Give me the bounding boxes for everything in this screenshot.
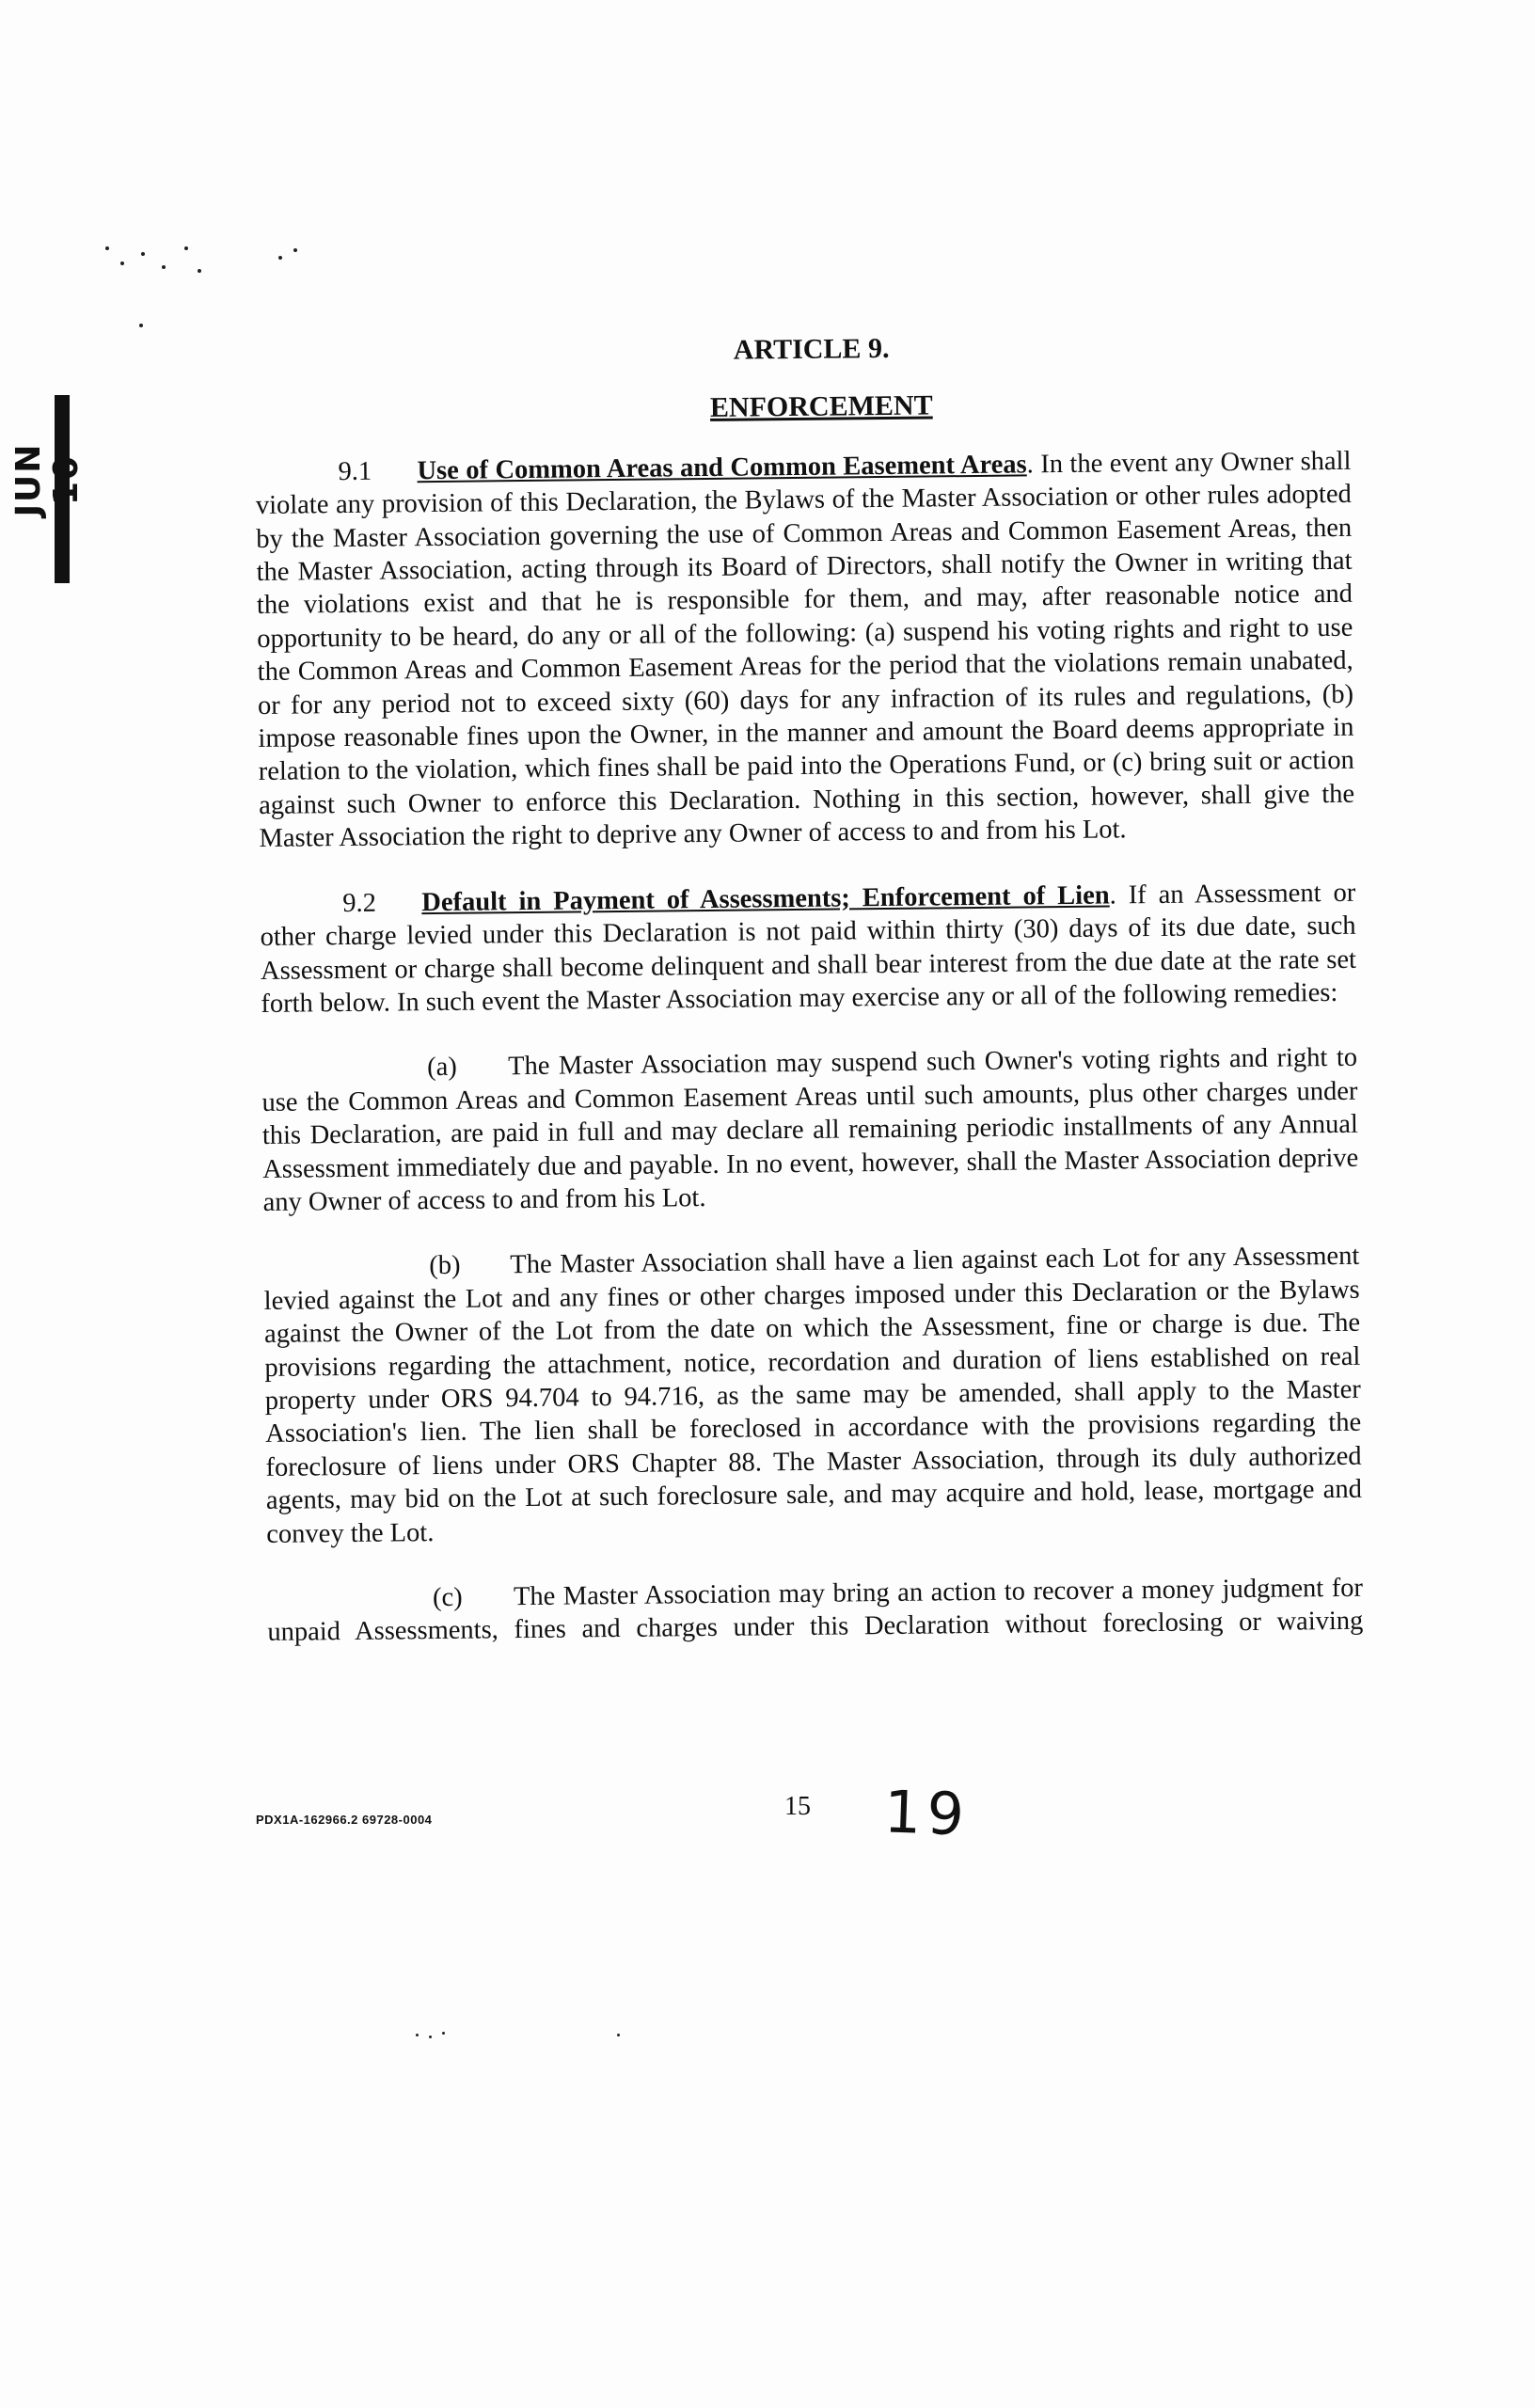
section-9-2 [260, 876, 1356, 1021]
page-footer [254, 1777, 1350, 1849]
scan-speck [184, 246, 188, 250]
scan-speck [105, 246, 109, 250]
scan-speck [141, 252, 145, 256]
scan-speck [278, 256, 282, 260]
section-title: Default in Payment of Assessments; Enforcement of Lien [421, 880, 1110, 917]
scan-speck [429, 2036, 432, 2038]
section-text: . If an Assessment or other charge levied under this Declaration is not paid within thirty (30) days of its due date, such Assessment or charge shall become delinquent and shall bear interest from the due date at the rate set forth below. In such event the Master Association may exercise any or all of the following remedies: [260, 878, 1357, 1019]
document-body [254, 327, 1364, 1682]
scan-speck [120, 261, 124, 265]
section-number: 9.1 [338, 456, 372, 486]
section-text: . In the event any Owner shall violate any provision of this Declaration, the Bylaws of the Master Association or other rules adopted by the Master Association governing the use of Common Areas and Common Easement Areas, then the Master Association, acting through its Board of Directors, shall notify the Owner in writing that the violations exist and that he is responsible for them, and may, after reasonable notice and opportunity to be heard, do any or all of the following: (a) suspend his voting rights and right to use the Common Areas and Common Easement Areas for the period that the violations remain unabated, or for any period not to exceed sixty (60) days for any infraction of its rules and regulations, (b) impose reasonable fines upon the Owner, in the manner and amount the Board deems appropriate in relation to the violation, which fines shall be paid into the Operations Fund, or (c) bring suit or action against such Owner to enforce this Declaration. Nothing in this section, however, shall give the Master Association the right to deprive any Owner of access to and from his Lot. [255, 446, 1355, 854]
subsection-text: The Master Association may bring an action to recover a money judgment for unpaid Assessments, fines and charges under this Declaration without foreclosing or waiving [267, 1573, 1364, 1648]
section-title: Use of Common Areas and Common Easement Areas [417, 450, 1027, 486]
scan-speck [198, 269, 201, 273]
subsection-b [263, 1240, 1362, 1551]
subsection-a [261, 1041, 1359, 1219]
subsection-label: (b) [429, 1251, 461, 1281]
scan-speck [162, 265, 166, 269]
document-code: PDX1A-162966.2 69728-0004 [256, 1813, 433, 1827]
subsection-c [267, 1572, 1364, 1650]
section-number: 9.2 [342, 888, 377, 918]
page-number: 15 [784, 1792, 811, 1821]
handwritten-page-number: 19 [882, 1777, 972, 1849]
subsection-text: The Master Association shall have a lien against each Lot for any Assessment levied against the Lot and any fines or other charges imposed under this Declaration or the Bylaws against the Owner of the Lot from the date on which the Assessment, fine or charge is due. The provisions regarding the attachment, notice, recordation and duration of liens established on real property under ORS 94.704 to 94.716, as the same may be amended, shall apply to the Master Association's lien. The lien shall be foreclosed in accordance with the provisions regarding the foreclosure of liens under ORS Chapter 88. The Master Association, through its duly authorized agents, may bid on the Lot at such foreclosure sale, and may acquire and hold, lease, mortgage and convey the Lot. [263, 1242, 1363, 1549]
subsection-label: (a) [426, 1053, 457, 1083]
subsection-text: The Master Association may suspend such Owner's voting rights and right to use the Common Areas and Common Easement Areas until such amounts, plus other charges under this Declaration, are paid in full and may declare all remaining periodic installments of any Annual Assessment immediately due and payable. In no event, however, shall the Master Association deprive any Owner of access to and from his Lot. [261, 1043, 1359, 1217]
scan-speck [416, 2034, 419, 2036]
article-title: ENFORCEMENT [709, 389, 933, 424]
section-9-1 [255, 445, 1354, 856]
date-stamp [9, 395, 86, 583]
article-number: ARTICLE 9. [733, 332, 890, 366]
scan-speck [139, 324, 143, 327]
scan-speck [293, 248, 297, 252]
stamp-text: JUN 10 [9, 442, 86, 517]
scan-speck [442, 2032, 445, 2035]
scan-speck [617, 2034, 620, 2036]
subsection-label: (c) [432, 1582, 463, 1613]
